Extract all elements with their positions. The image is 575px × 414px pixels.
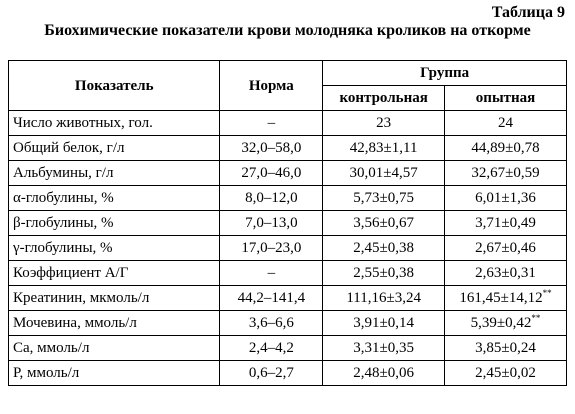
- row-control-value: 3,91±0,14: [323, 311, 445, 336]
- row-control-value: 2,45±0,38: [323, 236, 445, 261]
- row-control-value: 30,01±4,57: [323, 161, 445, 186]
- row-experimental-cell: [445, 286, 567, 311]
- row-norm-value: –: [220, 261, 323, 286]
- row-indicator-name: Альбумины, г/л: [9, 161, 220, 186]
- table-row: [9, 111, 567, 136]
- table-row: [9, 311, 567, 336]
- significance-mark: **: [542, 288, 552, 298]
- significance-mark: **: [531, 313, 541, 323]
- row-experimental-value: 44,89±0,78: [471, 140, 540, 156]
- row-experimental-value: 2,63±0,31: [475, 265, 536, 281]
- table-row: [9, 186, 567, 211]
- row-control-value: 2,48±0,06: [323, 361, 445, 386]
- row-norm-value: 44,2–141,4: [220, 286, 323, 311]
- row-indicator-name: Р, ммоль/л: [9, 361, 220, 386]
- row-indicator-name: β-глобулины, %: [9, 211, 220, 236]
- table-row: [9, 261, 567, 286]
- row-experimental-cell: [445, 161, 567, 186]
- row-control-value: 3,56±0,67: [323, 211, 445, 236]
- table-row: [9, 161, 567, 186]
- row-experimental-cell: [445, 236, 567, 261]
- row-experimental-cell: [445, 111, 567, 136]
- row-control-value: 2,55±0,38: [323, 261, 445, 286]
- row-experimental-cell: [445, 311, 567, 336]
- row-experimental-value: 3,85±0,24: [475, 340, 536, 356]
- table-row: [9, 336, 567, 361]
- row-experimental-cell: [445, 361, 567, 386]
- row-norm-value: 0,6–2,7: [220, 361, 323, 386]
- row-indicator-name: Общий белок, г/л: [9, 136, 220, 161]
- table-number: Таблица 9: [491, 4, 565, 21]
- row-norm-value: 32,0–58,0: [220, 136, 323, 161]
- row-control-value: 3,31±0,35: [323, 336, 445, 361]
- row-indicator-name: Число животных, гол.: [9, 111, 220, 136]
- header-indicator: Показатель: [9, 61, 220, 111]
- row-indicator-name: Креатинин, мкмоль/л: [9, 286, 220, 311]
- row-experimental-value: 3,71±0,49: [475, 215, 536, 231]
- table-row: [9, 136, 567, 161]
- row-experimental-value: 32,67±0,59: [471, 165, 540, 181]
- row-indicator-name: α-глобулины, %: [9, 186, 220, 211]
- row-experimental-cell: [445, 211, 567, 236]
- table-row: [9, 361, 567, 386]
- row-control-value: 5,73±0,75: [323, 186, 445, 211]
- row-experimental-cell: [445, 261, 567, 286]
- table-body: [9, 111, 567, 386]
- header-experimental: опытная: [445, 86, 567, 111]
- row-experimental-cell: [445, 336, 567, 361]
- row-control-value: 42,83±1,11: [323, 136, 445, 161]
- row-experimental-value: 6,01±1,36: [475, 190, 536, 206]
- row-norm-value: 8,0–12,0: [220, 186, 323, 211]
- row-experimental-value: 2,45±0,02: [475, 365, 536, 381]
- row-norm-value: 3,6–6,6: [220, 311, 323, 336]
- row-norm-value: 7,0–13,0: [220, 211, 323, 236]
- row-indicator-name: Мочевина, ммоль/л: [9, 311, 220, 336]
- row-indicator-name: Коэффициент А/Г: [9, 261, 220, 286]
- row-indicator-name: γ-глобулины, %: [9, 236, 220, 261]
- header-group: Группа: [323, 61, 567, 86]
- row-norm-value: 2,4–4,2: [220, 336, 323, 361]
- row-experimental-value: 161,45±14,12: [459, 290, 543, 306]
- row-experimental-value: 24: [498, 115, 514, 131]
- row-experimental-cell: [445, 186, 567, 211]
- row-norm-value: 27,0–46,0: [220, 161, 323, 186]
- row-norm-value: –: [220, 111, 323, 136]
- table-caption: Биохимические показатели крови молодняка кроликов на откорме: [44, 22, 531, 39]
- row-experimental-value: 2,67±0,46: [475, 240, 536, 256]
- row-experimental-cell: [445, 136, 567, 161]
- table-row: [9, 286, 567, 311]
- table-row: [9, 211, 567, 236]
- row-experimental-value: 5,39±0,42: [470, 315, 532, 331]
- row-norm-value: 17,0–23,0: [220, 236, 323, 261]
- header-norm: Норма: [220, 61, 323, 111]
- row-control-value: 23: [323, 111, 445, 136]
- row-indicator-name: Са, ммоль/л: [9, 336, 220, 361]
- row-control-value: 111,16±3,24: [323, 286, 445, 311]
- table-row: [9, 236, 567, 261]
- biochemistry-table: [8, 60, 567, 386]
- header-control: контрольная: [323, 86, 445, 111]
